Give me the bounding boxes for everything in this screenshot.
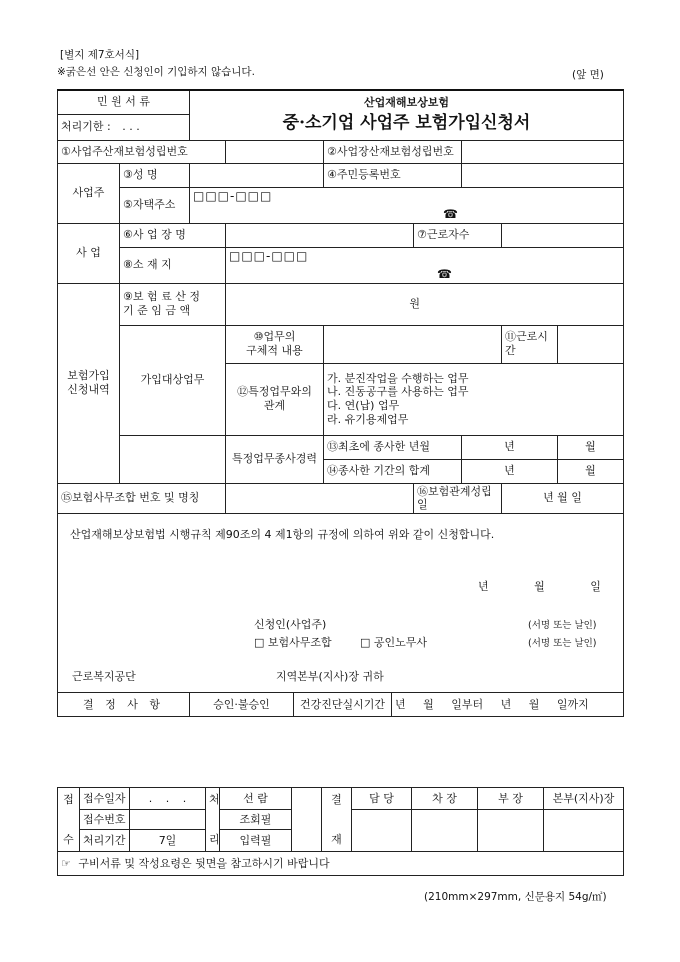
employer-insurance-no-field[interactable] bbox=[226, 140, 324, 163]
doc-label: 민 원 서 류 bbox=[58, 90, 190, 114]
location-phone-icon: ☎ bbox=[437, 266, 452, 281]
approval-side bbox=[322, 788, 352, 852]
paper-spec: (210mm×297mm, 신문용지 54g/㎡) bbox=[424, 891, 607, 903]
receipt-table bbox=[57, 787, 624, 876]
work-hours-field[interactable] bbox=[558, 325, 624, 363]
special-relation-line1: ⑫특정업무와의 bbox=[237, 385, 312, 399]
pointing-hand-icon: ☞ bbox=[61, 856, 71, 870]
subtitle: 산업재해보상보험 bbox=[363, 96, 449, 110]
staff-label: 담 당 bbox=[352, 788, 412, 810]
receipt-no-label: 접수번호 bbox=[80, 810, 130, 830]
employer-insurance-no-label: ①사업주산재보험성립번호 bbox=[58, 140, 226, 163]
receipt-side bbox=[58, 788, 80, 852]
total-period-label: ⑭종사한 기간의 합계 bbox=[324, 459, 462, 483]
check-label: 조회필 bbox=[220, 810, 292, 830]
wage-label-line2: 기 준 임 금 액 bbox=[123, 304, 191, 317]
receipt-side-top: 접 bbox=[63, 792, 74, 806]
business-section: 사 업 bbox=[58, 223, 120, 283]
site-insurance-no-field[interactable] bbox=[462, 140, 624, 163]
workers-field[interactable] bbox=[502, 223, 624, 247]
special-item[interactable]: 나. 진동공구를 사용하는 업무 bbox=[327, 385, 469, 399]
special-item[interactable]: 다. 연(납) 업무 bbox=[327, 399, 400, 412]
association-field[interactable] bbox=[226, 483, 414, 514]
form-title: 중·소기업 사업주 보험가입신청서 bbox=[282, 113, 531, 133]
footer-note-cell bbox=[58, 852, 624, 876]
approval-side-top: 결 bbox=[331, 792, 342, 806]
input-label: 입력필 bbox=[220, 830, 292, 852]
wage-field[interactable] bbox=[226, 283, 624, 325]
job-detail-line2: 구체적 내용 bbox=[246, 344, 303, 357]
job-detail-field[interactable] bbox=[324, 325, 502, 363]
sign-1[interactable]: (서명 또는 날인) bbox=[528, 620, 597, 631]
special-item[interactable]: 가. 분진작업을 수행하는 업무 bbox=[327, 371, 469, 385]
exam-period[interactable]: 년 월 일부터 년 월 일까지 bbox=[392, 693, 624, 717]
first-month[interactable]: 월 bbox=[558, 435, 624, 459]
wage-label bbox=[120, 283, 226, 325]
option-association[interactable]: □ 보험사무조합 bbox=[254, 636, 332, 649]
process-side-bottom: 리 bbox=[209, 832, 220, 846]
staff-sign[interactable] bbox=[352, 810, 412, 852]
job-detail-line1: ⑩업무의 bbox=[253, 330, 296, 344]
career-label: 특정업무종사경력 bbox=[226, 435, 324, 483]
site-insurance-no-label: ②사업장산재보험성립번호 bbox=[324, 140, 462, 163]
rrn-field[interactable] bbox=[462, 163, 624, 187]
established-label: ⑯보험관계성립일 bbox=[414, 483, 502, 514]
declaration-date[interactable]: 년 월 일 bbox=[478, 580, 607, 593]
chief-sign[interactable] bbox=[412, 810, 478, 852]
receipt-date-label: 접수일자 bbox=[80, 788, 130, 810]
process-side bbox=[206, 788, 220, 852]
option-labor-attorney[interactable]: □ 공인노무사 bbox=[360, 636, 428, 649]
approval-side-bottom: 재 bbox=[331, 832, 342, 846]
special-item[interactable]: 라. 유기용제업무 bbox=[327, 412, 409, 426]
postal-code-boxes: □□□-□□□ bbox=[193, 188, 273, 203]
application-form bbox=[57, 89, 624, 717]
home-address-field[interactable] bbox=[190, 187, 624, 223]
director-label: 부 장 bbox=[478, 788, 544, 810]
chief-label: 차 장 bbox=[412, 788, 478, 810]
proc-period-label: 처리기간 bbox=[80, 830, 130, 852]
receipt-side-bottom: 수 bbox=[63, 832, 74, 846]
special-relation-line2: 관계 bbox=[263, 399, 286, 412]
footer-note: 구비서류 및 작성요령은 뒷면을 참고하시기 바랍니다 bbox=[78, 856, 330, 870]
addressee-right: 지역본부(지사)장 귀하 bbox=[276, 670, 384, 683]
rrn-label: ④주민등록번호 bbox=[324, 163, 462, 187]
decision-label: 결 정 사 항 bbox=[58, 693, 190, 717]
page-side: (앞 면) bbox=[572, 69, 604, 81]
exam-period-label: 건강진단실시기간 bbox=[294, 693, 392, 717]
association-label: ⑮보험사무조합 번호 및 명칭 bbox=[58, 483, 226, 514]
wage-label-line1: ⑨보 험 료 산 정 bbox=[123, 290, 200, 304]
first-date-label: ⑬최초에 종사한 년월 bbox=[324, 435, 462, 459]
employer-section: 사업주 bbox=[58, 163, 120, 223]
total-month[interactable]: 월 bbox=[558, 459, 624, 483]
work-hours-label: ⑪근로시간 bbox=[502, 325, 558, 363]
location-label: ⑧소 재 지 bbox=[120, 247, 226, 283]
won-unit: 원 bbox=[409, 297, 420, 311]
home-address-label: ⑤자택주소 bbox=[120, 187, 190, 223]
name-label: ③성 명 bbox=[120, 163, 190, 187]
location-field[interactable] bbox=[226, 247, 624, 283]
proc-days: 7일 bbox=[130, 830, 206, 852]
receipt-no-field[interactable] bbox=[130, 810, 206, 830]
location-postal-boxes: □□□-□□□ bbox=[229, 248, 309, 263]
workers-label: ⑦근로자수 bbox=[414, 223, 502, 247]
title-cell bbox=[190, 90, 624, 140]
name-field[interactable] bbox=[190, 163, 324, 187]
deadline-cell bbox=[58, 114, 190, 140]
addressee-left: 근로복지공단 bbox=[72, 670, 136, 683]
head-label: 본부(지사)장 bbox=[544, 788, 624, 810]
special-relation-list bbox=[324, 363, 624, 435]
declaration-text: 산업재해보상보험법 시행규칙 제90조의 4 제1항의 규정에 의하여 위와 같이 신청합니다. bbox=[70, 528, 495, 541]
phone-icon: ☎ bbox=[443, 206, 458, 221]
job-detail-label bbox=[226, 325, 324, 363]
process-side-top: 처 bbox=[209, 792, 220, 806]
deadline-value: . . . bbox=[122, 120, 140, 134]
receipt-date-value[interactable]: . . . bbox=[130, 788, 206, 810]
insurance-section: 보험가입 신청내역 bbox=[58, 283, 120, 483]
total-year[interactable]: 년 bbox=[462, 459, 558, 483]
director-sign[interactable] bbox=[478, 810, 544, 852]
target-work-label: 가입대상업무 bbox=[120, 325, 226, 435]
head-sign[interactable] bbox=[544, 810, 624, 852]
form-note: ※굵은선 안은 신청인이 기입하지 않습니다. bbox=[57, 66, 255, 78]
declaration-cell bbox=[58, 514, 624, 693]
special-relation-label bbox=[226, 363, 324, 435]
business-name-field[interactable] bbox=[226, 223, 414, 247]
established-date[interactable]: 년 월 일 bbox=[502, 483, 624, 514]
deadline-label: 처리기한 : bbox=[61, 120, 111, 134]
form-reference: [별지 제7호서식] bbox=[60, 49, 140, 61]
sign-2[interactable]: (서명 또는 날인) bbox=[528, 638, 597, 649]
business-name-label: ⑥사 업 장 명 bbox=[120, 223, 226, 247]
applicant-label: 신청인(사업주) bbox=[254, 618, 327, 631]
review-label: 선 람 bbox=[220, 788, 292, 810]
first-year[interactable]: 년 bbox=[462, 435, 558, 459]
approve-choice[interactable]: 승인·불승인 bbox=[190, 693, 294, 717]
